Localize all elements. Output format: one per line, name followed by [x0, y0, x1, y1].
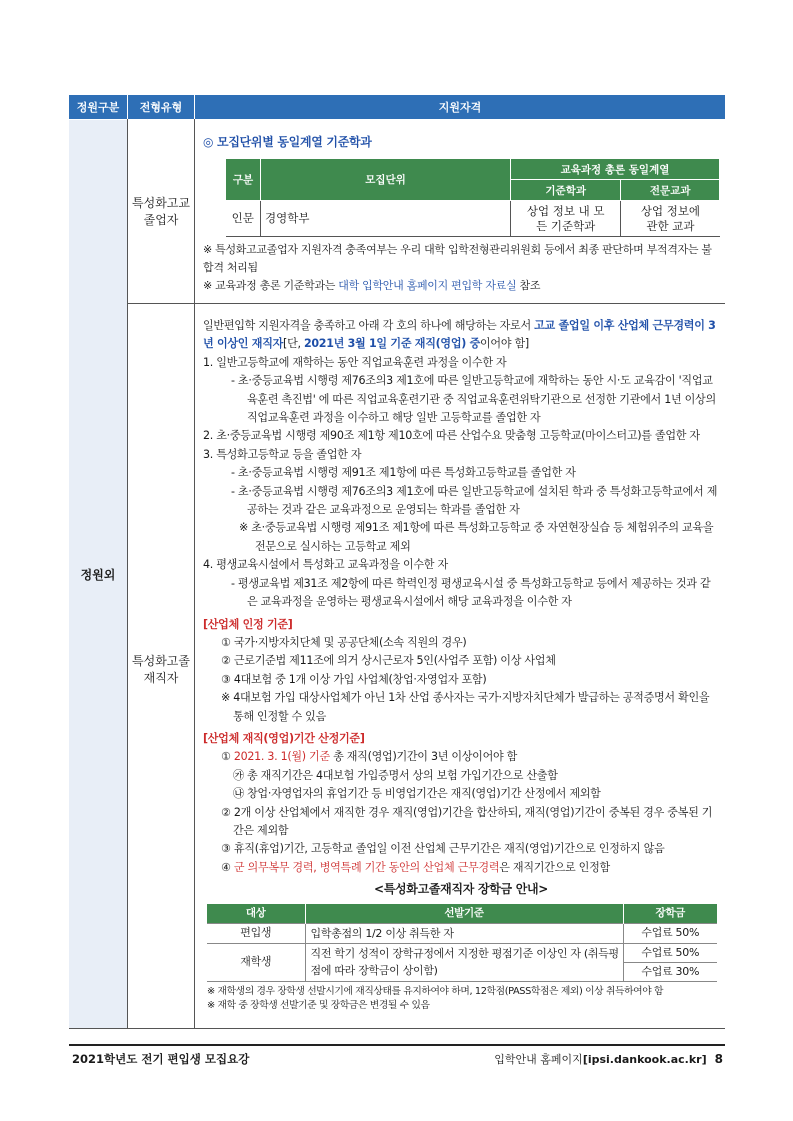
cell-amount: 수업료 50%	[623, 943, 717, 962]
divider	[127, 119, 128, 1029]
period-criteria-title: [산업체 재직(영업)기간 산정기준]	[203, 731, 365, 745]
note-eligibility: ※ 특성화고교졸업자 지원자격 충족여부는 우리 대학 입학전형관리위원회 등에서 최종 판단하며 부적격자는 불합격 처리됨	[203, 243, 712, 274]
note-curriculum: ※ 교육과정 총론 기준학과는 대학 입학안내 홈페이지 편입학 자료실 참조	[203, 279, 541, 292]
cell-target: 재학생	[207, 943, 305, 982]
th-gubun: 구분	[226, 159, 261, 201]
type-specialized-employee: 특성화고졸 재직자	[132, 654, 190, 685]
admission-table	[69, 95, 725, 1029]
category-label: 정원외	[80, 568, 116, 582]
th-major: 전문교과	[621, 180, 720, 201]
row-divider	[69, 1028, 725, 1029]
th-std: 기준학과	[511, 180, 621, 201]
item-2: 2. 초·중등교육법 시행령 제90조 제1항 제10호에 따른 산업수요 맞춤형 고등학교(마이스터고)를 졸업한 자	[203, 429, 700, 443]
section-title: ◎ 모집단위별 동일계열 기준학과	[203, 135, 372, 149]
cell-amount: 수업료 30%	[623, 962, 717, 981]
site-url[interactable]: [ipsi.dankook.ac.kr]	[582, 1053, 707, 1066]
cell-criteria: 직전 학기 성적이 장학규정에서 지정한 평점기준 이상인 자 (취득평점에 따라 장학금이 상이함)	[305, 943, 623, 982]
th-criteria: 선발기준	[305, 904, 623, 924]
dept-table	[225, 158, 720, 237]
th-scholarship: 장학금	[623, 904, 717, 924]
item-4a: - 평생교육법 제31조 제2항에 따른 학력인정 평생교육시설 중 특성화고등학교 등에서 제공하는 것과 같은 교육과정을 운영하는 평생교육시설에서 해당 교육과정을 이수한 자	[231, 576, 711, 609]
row-divider	[127, 303, 725, 304]
industry-criteria-title: [산업체 인정 기준]	[203, 617, 293, 631]
cell-unit: 경영학부	[261, 201, 511, 237]
header-qualification: 지원자격	[195, 95, 725, 119]
footer-rule	[69, 1044, 725, 1046]
industry-criteria-note: ※ 4대보험 가입 대상사업체가 아닌 1차 산업 종사자는 국가·지방자치단체가 발급하는 공적증명서 확인을 통해 인정할 수 있음	[221, 691, 710, 723]
cell-criteria: 입학총점의 1/2 이상 취득한 자	[305, 924, 623, 943]
item-3b: - 초·중등교육법 시행령 제76조의3 제1호에 따른 일반고등학교에 설치된 학과 중 특성화고등학교에서 제공하는 것과 같은 교육과정으로 운영되는 학과를 졸업한 자	[231, 484, 718, 517]
section-specialized-employee	[203, 317, 719, 1013]
item-3a: - 초·중등교육법 시행령 제91조 제1항에 따른 특성화고등학교를 졸업한 자	[231, 466, 576, 480]
industry-criteria-3: ③ 4대보험 중 1개 이상 가입 사업체(창업·자영업자 포함)	[221, 672, 487, 686]
cell-amount: 수업료 50%	[623, 924, 717, 943]
th-group: 교육과정 총론 동일계열	[511, 159, 720, 180]
scholarship-title: <특성화고졸재직자 장학금 안내>	[373, 882, 549, 897]
scholarship-note-1: ※ 재학생의 경우 장학생 선발시기에 재직상태를 유지하여야 하며, 12학점(PASS학점은 제외) 이상 취득하여야 함	[207, 986, 664, 998]
period-criteria-1a: ㉮ 총 재직기간은 4대보험 가입증명서 상의 보험 가입기간으로 산출함	[233, 768, 558, 782]
divider	[194, 119, 195, 1029]
item-4: 4. 평생교육시설에서 특성화고 교육과정을 이수한 자	[203, 558, 448, 572]
cell-target: 편입생	[207, 924, 305, 943]
item-1: 1. 일반고등학교에 재학하는 동안 직업교육훈련 과정을 이수한 자	[203, 355, 507, 369]
period-criteria-4: ④ 군 의무복무 경력, 병역특례 기간 동안의 산업체 근무경력은 재직기간으로 인정함	[221, 860, 610, 874]
industry-criteria-1: ① 국가·지방자치단체 및 공공단체(소속 직원의 경우)	[221, 635, 467, 649]
item-3c: ※ 초·중등교육법 시행령 제91조 제1항에 따른 특성화고등학교 중 자연현장실습 등 체험위주의 교육을 전문으로 실시하는 고등학교 제외	[239, 521, 714, 553]
header-type: 전형유형	[128, 95, 194, 119]
cell-major: 상업 정보에 관한 교과	[621, 201, 720, 237]
footer-site: 입학안내 홈페이지[ipsi.dankook.ac.kr] 8	[494, 1052, 723, 1066]
period-criteria-1: ① 2021. 3. 1(월) 기준 총 재직(영업)기간이 3년 이상이어야 함	[221, 750, 518, 764]
scholarship-note-2: ※ 재학 중 장학생 선발기준 및 장학금은 변경될 수 있음	[207, 1000, 430, 1012]
scholarship-table	[207, 904, 717, 983]
th-unit: 모집단위	[261, 159, 511, 201]
homepage-link[interactable]: 대학 입학안내 홈페이지 편입학 자료실	[338, 279, 517, 292]
section-specialized-grad	[203, 133, 719, 295]
intro-text: 일반편입학 지원자격을 충족하고 아래 각 호의 하나에 해당하는 자로서 고교 졸업일 이후 산업체 근무경력이 3년 이상인 재직자[단, 2021년 3월 1일 기준 재직(영업) 중이어야 함]	[203, 319, 716, 351]
item-3: 3. 특성화고등학교 등을 졸업한 자	[203, 447, 362, 461]
period-criteria-1b: ㉯ 창업·자영업자의 휴업기간 등 비영업기간은 재직(영업)기간 산정에서 제외함	[233, 787, 601, 801]
item-1a: - 초·중등교육법 시행령 제76조의3 제1호에 따른 일반고등학교에 재학하는 동안 시·도 교육감이 '직업교육훈련 촉진법' 에 따른 직업교육훈련기관 중 직업교육훈련위탁기관으로 선정한 기관에서 1년 이상의 직업교육훈련 과정을 이수하고 해당 일반 고등학교를 졸업한 자	[231, 374, 716, 425]
type-specialized-grad: 특성화고교 졸업자	[132, 196, 190, 227]
th-target: 대상	[207, 904, 305, 924]
cell-std: 상업 정보 내 모든 기준학과	[511, 201, 621, 237]
cell-gubun: 인문	[226, 201, 261, 237]
period-criteria-2: ② 2개 이상 산업체에서 재직한 경우 재직(영업)기간을 합산하되, 재직(영업)기간이 중복된 경우 중복된 기간은 제외함	[221, 805, 713, 837]
footer-title: 2021학년도 전기 편입생 모집요강	[72, 1052, 250, 1066]
header-category: 정원구분	[69, 95, 127, 119]
page-number: 8	[714, 1052, 723, 1066]
industry-criteria-2: ② 근로기준법 제11조에 의거 상시근로자 5인(사업주 포함) 이상 사업체	[221, 654, 556, 668]
period-criteria-3: ③ 휴직(휴업)기간, 고등학교 졸업일 이전 산업체 근무기간은 재직(영업)기간으로 인정하지 않음	[221, 842, 665, 856]
